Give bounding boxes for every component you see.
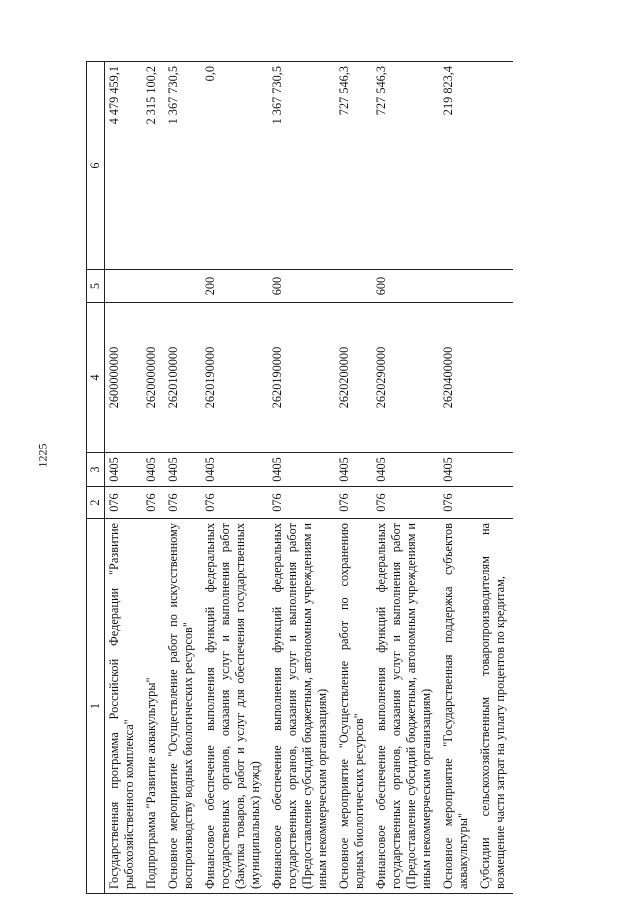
table-row [201, 62, 268, 894]
ministry-code-cell: 076 [142, 487, 164, 519]
section-code-cell: 0405 [439, 453, 476, 487]
expense-type-code-cell [105, 270, 143, 303]
table-row [439, 62, 476, 894]
expense-type-code-cell: 200 [201, 270, 268, 303]
table-row [335, 62, 372, 894]
section-code-cell: 0405 [335, 453, 372, 487]
row-name-cell: Основное мероприятие "Осуществление работ по искусственному воспроизводству водных биологических ресурсов" [164, 519, 201, 894]
expense-type-code-cell [164, 270, 201, 303]
target-item-code-cell: 2620190000 [268, 303, 335, 453]
row-name-cell: Финансовое обеспечение выполнения функций федеральных государственных органов, оказания услуг и выполнения работ (Закупка товаров, работ и услуг для обеспечения государственных (муниципальных) нужд) [201, 519, 268, 894]
table-row [142, 62, 164, 894]
ministry-code-cell: 076 [105, 487, 143, 519]
row-name-cell: Основное мероприятие "Осуществление работ по сохранению водных биологических ресурсов" [335, 519, 372, 894]
amount-cell [476, 62, 513, 270]
expense-type-code-cell: 600 [268, 270, 335, 303]
section-code-cell: 0405 [268, 453, 335, 487]
table-row [105, 62, 143, 894]
expense-type-code-cell: 600 [372, 270, 439, 303]
row-name-cell: Субсидии сельскохозяйственным товаропроизводителям на возмещение части затрат на уплату процентов по кредитам, [476, 519, 513, 894]
table-header-row [87, 62, 105, 894]
row-name-cell: Государственная программа Российской Федерации "Развитие рыбохозяйственного комплекса" [105, 519, 143, 894]
page-number: 1225 [35, 443, 50, 468]
target-item-code-cell: 2620100000 [164, 303, 201, 453]
ministry-code-cell: 076 [439, 487, 476, 519]
amount-cell: 4 479 459,1 [105, 62, 143, 270]
target-item-code-cell: 2620290000 [372, 303, 439, 453]
section-code-cell: 0405 [164, 453, 201, 487]
table-row [372, 62, 439, 894]
column-header: 4 [87, 303, 105, 453]
section-code-cell: 0405 [372, 453, 439, 487]
expense-type-code-cell [439, 270, 476, 303]
ministry-code-cell: 076 [335, 487, 372, 519]
amount-cell: 0,0 [201, 62, 268, 270]
section-code-cell [476, 453, 513, 487]
ministry-code-cell: 076 [268, 487, 335, 519]
row-name-cell: Финансовое обеспечение выполнения функций федеральных государственных органов, оказания услуг и выполнения работ (Предоставление субсидий бюджетным, автономным учреждениям и иным некоммерческим организациям) [268, 519, 335, 894]
column-header: 6 [87, 62, 105, 270]
column-header: 1 [87, 519, 105, 894]
column-header: 5 [87, 270, 105, 303]
expense-type-code-cell [335, 270, 372, 303]
table-row [268, 62, 335, 894]
ministry-code-cell: 076 [164, 487, 201, 519]
target-item-code-cell [476, 303, 513, 453]
column-header: 3 [87, 453, 105, 487]
target-item-code-cell: 2620190000 [201, 303, 268, 453]
amount-cell: 727 546,3 [372, 62, 439, 270]
rotated-page-content [86, 62, 576, 894]
amount-cell: 2 315 100,2 [142, 62, 164, 270]
amount-cell: 727 546,3 [335, 62, 372, 270]
row-name-cell: Подпрограмма "Развитие аквакультуры" [142, 519, 164, 894]
ministry-code-cell: 076 [372, 487, 439, 519]
column-header: 2 [87, 487, 105, 519]
table-row [476, 62, 513, 894]
ministry-code-cell [476, 487, 513, 519]
target-item-code-cell: 2620000000 [142, 303, 164, 453]
expense-type-code-cell [476, 270, 513, 303]
target-item-code-cell: 2600000000 [105, 303, 143, 453]
section-code-cell: 0405 [105, 453, 143, 487]
row-name-cell: Финансовое обеспечение выполнения функций федеральных государственных органов, оказания услуг и выполнения работ (Предоставление субсидий бюджетным, автономным учреждениям и иным некоммерческим организациям) [372, 519, 439, 894]
table-body [105, 62, 514, 894]
ministry-code-cell: 076 [201, 487, 268, 519]
row-name-cell: Основное мероприятие "Государственная поддержка субъектов аквакультуры" [439, 519, 476, 894]
amount-cell: 219 823,4 [439, 62, 476, 270]
amount-cell: 1 367 730,5 [268, 62, 335, 270]
target-item-code-cell: 2620400000 [439, 303, 476, 453]
section-code-cell: 0405 [142, 453, 164, 487]
section-code-cell: 0405 [201, 453, 268, 487]
amount-cell: 1 367 730,5 [164, 62, 201, 270]
target-item-code-cell: 2620200000 [335, 303, 372, 453]
expense-type-code-cell [142, 270, 164, 303]
budget-table [86, 61, 513, 894]
table-row [164, 62, 201, 894]
